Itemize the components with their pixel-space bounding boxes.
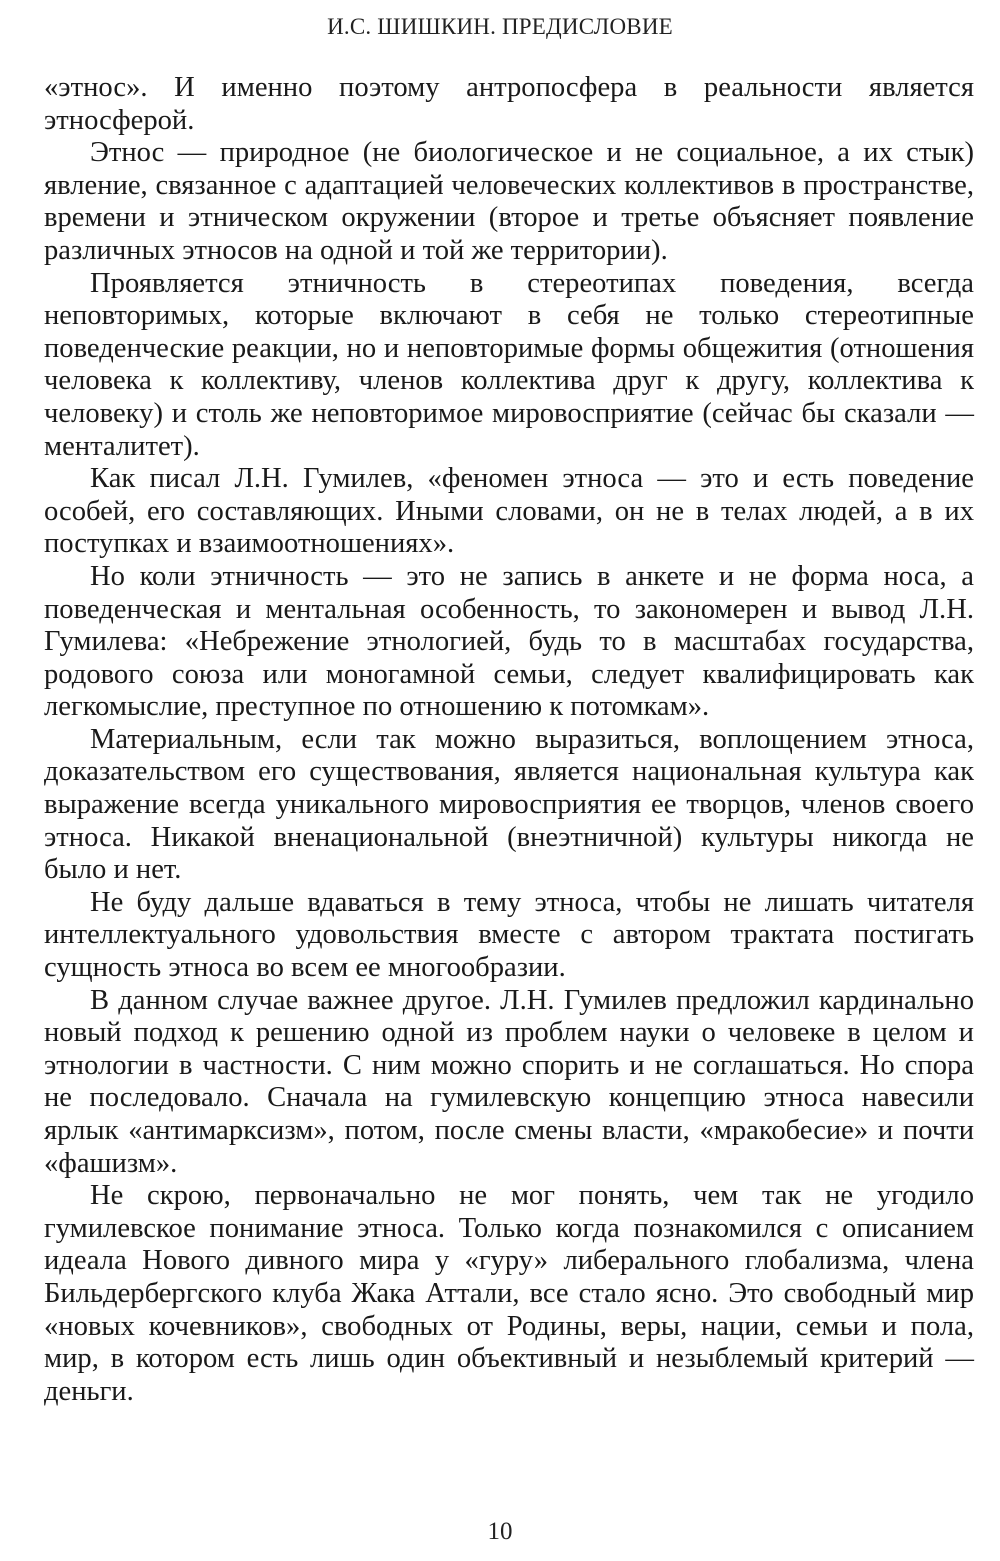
paragraph-5: Но коли этничность — это не запись в анкете и не форма носа, а поведенческая и ментальная особенность, то закономерен и вывод Л.Н. Гумилева: «Небрежение этнологией, будь то в масштабах государства, родового союза или моногамной семьи, следует квалифицировать как легкомыслие, преступное по отношению к потомкам». <box>44 560 974 723</box>
paragraph-6: Материальным, если так можно выразиться, воплощением этноса, доказательством его существования, является национальная культура как выражение всегда уникального мировосприятия ее творцов, членов своего этноса. Никакой вненациональной (внеэтничной) культуры никогда не было и нет. <box>44 723 974 886</box>
page-number: 10 <box>487 1518 513 1545</box>
paragraph-4: Как писал Л.Н. Гумилев, «феномен этноса — это и есть поведение особей, его составляющих. Иными словами, он не в телах людей, а в их поступках и взаимоотношениях». <box>44 463 974 560</box>
paragraph-3: Проявляется этничность в стереотипах поведения, всегда неповторимых, которые включают в себя не только стереотипные поведенческие реакции, но и неповторимые формы общежития (отношения человека к коллективу, членов коллектива друг к другу, коллектива к человеку) и столь же неповторимое мировосприятие (сейчас бы сказали — менталитет). <box>44 267 974 462</box>
running-head: И.С. ШИШКИН. ПРЕДИСЛОВИЕ <box>327 14 673 39</box>
paragraph-8: В данном случае важнее другое. Л.Н. Гумилев предложил кардинально новый подход к решению одной из проблем науки о человеке в целом и этнологии в частности. С ним можно спорить и не соглашаться. Но спора не последовало. Сначала на гумилевскую концепцию этноса навесили ярлык «антимарксизм», потом, после смены власти, «мракобесие» и почти «фашизм». <box>44 984 974 1179</box>
body-text <box>44 72 974 1408</box>
paragraph-9: Не скрою, первоначально не мог понять, чем так не угодило гумилевское понимание этноса. Только когда познакомился с описанием идеала Нового дивного мира у «гуру» либерального глобализма, члена Бильдербергского клуба Жака Аттали, все стало ясно. Это свободный мир «новых кочевников», свободных от Родины, веры, нации, семьи и пола, мир, в котором есть лишь один объективный и незыблемый критерий — деньги. <box>44 1180 974 1407</box>
paragraph-2: Этнос — природное (не биологическое и не социальное, а их стык) явление, связанное с адаптацией человеческих коллективов в пространстве, времени и этническом окружении (второе и третье объясняет появление различных этносов на одной и той же территории). <box>44 137 974 266</box>
paragraph-1: «этнос». И именно поэтому антропосфера в реальности является этносферой. <box>44 72 974 136</box>
paragraph-7: Не буду дальше вдаваться в тему этноса, чтобы не лишать читателя интеллектуального удовольствия вместе с автором трактата постигать сущность этноса во всем ее многообразии. <box>44 886 974 984</box>
